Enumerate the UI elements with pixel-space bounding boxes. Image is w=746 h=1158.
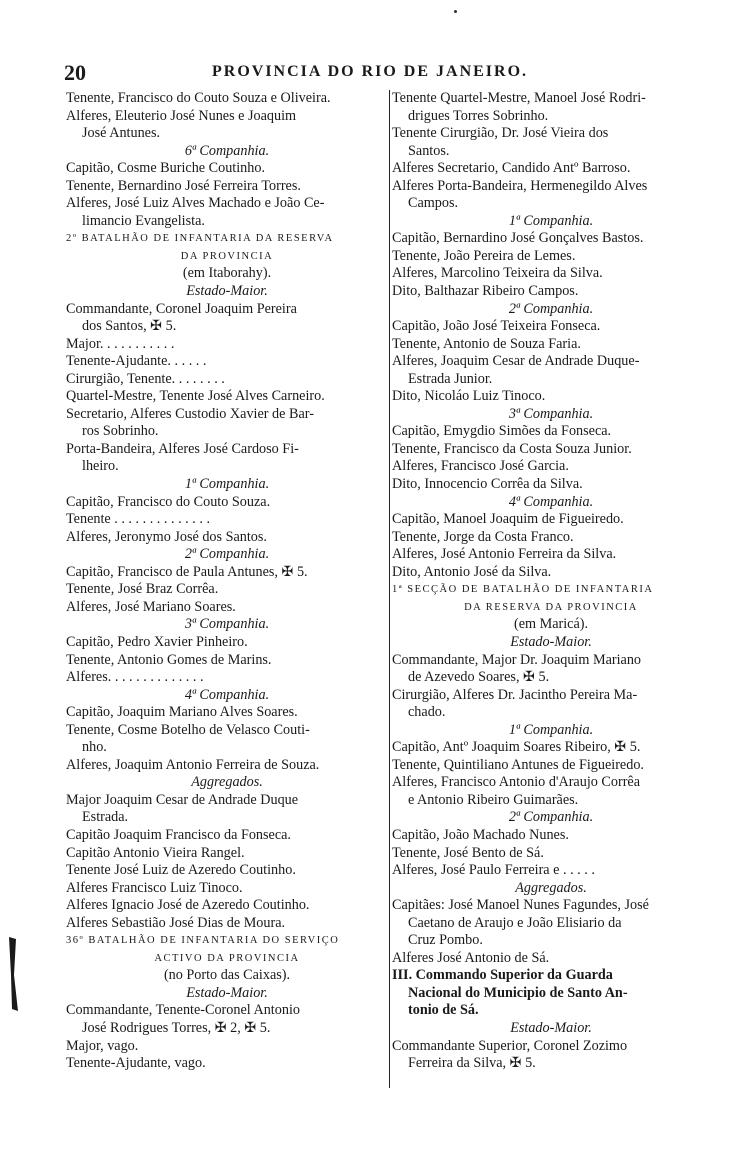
text-line: Capitão, Cosme Buriche Coutinho. — [66, 160, 265, 177]
text-line: Tenente . . . . . . . . . . . . . . — [66, 511, 211, 528]
right-column — [392, 90, 710, 1073]
text-line: (em Itaborahy). — [182, 265, 272, 282]
text-line: 2ª Companhia. — [184, 546, 270, 563]
text-line: Alferes Ignacio José de Azeredo Coutinho. — [66, 897, 310, 914]
page-number: 20 — [64, 60, 86, 85]
text-line: Dito, Antonio José da Silva. — [392, 563, 552, 580]
text-line: Quartel-Mestre, Tenente José Alves Carneiro. — [66, 388, 325, 405]
text-line: Tenente, Bernardino José Ferreira Torres. — [66, 177, 301, 194]
text-line: Capitão, Manoel Joaquim de Figueiredo. — [392, 511, 624, 528]
text-line: de Azevedo Soares, ✠ 5. — [408, 669, 550, 686]
text-line: 1ª Companhia. — [508, 212, 594, 229]
text-line: 1ª Companhia. — [184, 476, 270, 493]
text-line: 36º BATALHÃO DE INFANTARIA DO SERVIÇO — [66, 935, 340, 947]
margin-bracket-mark — [6, 935, 22, 1013]
text-line: Dito, Innocencio Corrêa da Silva. — [392, 476, 583, 493]
text-line: Santos. — [408, 142, 450, 159]
text-line: Capitão, Emygdio Simões da Fonseca. — [392, 423, 612, 440]
text-line: Tenente, João Pereira de Lemes. — [392, 247, 576, 264]
text-line: Capitão, Pedro Xavier Pinheiro. — [66, 633, 248, 650]
text-line: Tenente, Antonio Gomes de Marins. — [66, 651, 272, 668]
text-line: Capitão, Joaquim Mariano Alves Soares. — [66, 704, 298, 721]
text-line: Estado-Maior. — [186, 283, 268, 300]
text-line: Cruz Pombo. — [408, 932, 483, 949]
column-divider — [389, 90, 390, 1088]
text-line: Alferes, José Paulo Ferreira e . . . . . — [392, 862, 595, 879]
text-line: Alferes, Francisco Antonio d'Araujo Corrêa — [392, 774, 641, 791]
text-line: Alferes, Marcolino Teixeira da Silva. — [392, 265, 603, 282]
text-line: Alferes, José Luiz Alves Machado e João Ce- — [66, 195, 325, 212]
text-line: Capitão, João José Teixeira Fonseca. — [392, 318, 601, 335]
text-line: Aggregados. — [191, 774, 263, 791]
text-line: Ferreira da Silva, ✠ 5. — [408, 1055, 536, 1072]
text-line: Secretario, Alferes Custodio Xavier de Bar- — [66, 405, 314, 422]
text-line: Tenente, José Bento de Sá. — [392, 844, 544, 861]
text-line: chado. — [408, 704, 446, 721]
text-line: Tenente, Quintiliano Antunes de Figueiredo. — [392, 756, 644, 773]
text-line: 2º BATALHÃO DE INFANTARIA DA RESERVA — [66, 233, 334, 245]
text-line: Alferes, Francisco José Garcia. — [392, 458, 569, 475]
text-line: Tenente-Ajudante, vago. — [66, 1055, 206, 1072]
text-line: III. Commando Superior da Guarda — [392, 967, 613, 984]
text-line: 4ª Companhia. — [508, 493, 594, 510]
text-line: Commandante, Coronel Joaquim Pereira — [66, 300, 297, 317]
text-line: ACTIVO DA PROVINCIA — [154, 952, 300, 964]
text-line: José Rodrigues Torres, ✠ 2, ✠ 5. — [82, 1019, 271, 1036]
text-line: Alferes Sebastião José Dias de Moura. — [66, 914, 286, 931]
text-line: Alferes, José Antonio Ferreira da Silva. — [392, 546, 617, 563]
text-line: Estrada Junior. — [408, 370, 493, 387]
text-line: José Antunes. — [82, 125, 161, 142]
text-line: lheiro. — [82, 458, 119, 475]
text-line: Capitão, Francisco de Paula Antunes, ✠ 5. — [66, 563, 308, 580]
text-line: Alferes. . . . . . . . . . . . . . — [66, 669, 204, 686]
text-line: Dito, Nicoláo Luiz Tinoco. — [392, 388, 546, 405]
text-line: Tenente, Francisco do Couto Souza e Oliveira. — [66, 90, 331, 106]
text-line: Tenente, Cosme Botelho de Velasco Couti- — [66, 721, 310, 738]
text-line: DA RESERVA DA PROVINCIA — [464, 601, 638, 613]
text-line: e Antonio Ribeiro Guimarães. — [408, 791, 579, 808]
text-line: nho. — [82, 739, 107, 756]
text-line: Nacional do Municipio de Santo An- — [408, 984, 628, 1001]
text-line: Capitão Joaquim Francisco da Fonseca. — [66, 826, 291, 843]
text-line: 3ª Companhia. — [184, 616, 270, 633]
text-line: Alferes, Jeronymo José dos Santos. — [66, 528, 267, 545]
text-line: 6ª Companhia. — [184, 142, 270, 159]
text-line: Tenente-Ajudante. . . . . . — [66, 353, 207, 370]
text-line: Commandante Superior, Coronel Zozimo — [392, 1037, 628, 1054]
text-line: Tenente Cirurgião, Dr. José Vieira dos — [392, 125, 609, 142]
ink-speck — [454, 10, 457, 13]
text-line: limancio Evangelista. — [82, 212, 205, 229]
text-line: Porta-Bandeira, Alferes José Cardoso Fi- — [66, 440, 299, 457]
text-line: Major Joaquim Cesar de Andrade Duque — [66, 791, 299, 808]
text-line: Alferes, Joaquim Antonio Ferreira de Souza. — [66, 756, 320, 773]
text-line: (no Porto das Caixas). — [163, 967, 291, 984]
text-line: Tenente Quartel-Mestre, Manoel José Rodri- — [392, 90, 646, 106]
text-line: Caetano de Araujo e João Elisiario da — [408, 914, 622, 931]
text-line: 1ª SECÇÃO DE BATALHÃO DE INFANTARIA — [392, 584, 654, 596]
text-line: Alferes, Joaquim Cesar de Andrade Duque- — [392, 353, 640, 370]
text-line: Estado-Maior. — [186, 984, 268, 1001]
text-line: Capitães: José Manoel Nunes Fagundes, José — [392, 897, 649, 914]
text-line: Estado-Maior. — [510, 1019, 592, 1036]
text-line: 2ª Companhia. — [508, 300, 594, 317]
text-line: Dito, Balthazar Ribeiro Campos. — [392, 283, 579, 300]
text-line: Cirurgião, Alferes Dr. Jacintho Pereira Ma- — [392, 686, 638, 703]
running-title: PROVINCIA DO RIO DE JANEIRO. — [212, 63, 529, 80]
text-line: dos Santos, ✠ 5. — [82, 318, 177, 335]
text-line: 1ª Companhia. — [508, 721, 594, 738]
text-line: Alferes, Eleuterio José Nunes e Joaquim — [66, 107, 297, 124]
text-line: Capitão, Francisco do Couto Souza. — [66, 493, 271, 510]
text-line: Commandante, Tenente-Coronel Antonio — [66, 1002, 300, 1019]
text-line: Major. . . . . . . . . . . — [66, 335, 175, 352]
text-line: Estrada. — [82, 809, 129, 826]
text-line: Estado-Maior. — [510, 633, 592, 650]
text-line: Commandante, Major Dr. Joaquim Mariano — [392, 651, 642, 668]
text-line: Alferes José Antonio de Sá. — [392, 949, 550, 966]
text-line: Cirurgião, Tenente. . . . . . . . — [66, 370, 225, 387]
text-line: Aggregados. — [515, 879, 587, 896]
text-line: tonio de Sá. — [408, 1002, 479, 1019]
text-line: Campos. — [408, 195, 459, 212]
text-line: Capitão, Antº Joaquim Soares Ribeiro, ✠ 5. — [392, 739, 641, 756]
text-line: drigues Torres Sobrinho. — [408, 107, 549, 124]
text-line: (em Maricá). — [513, 616, 589, 633]
text-line: ros Sobrinho. — [82, 423, 159, 440]
text-line: Alferes Secretario, Candido Antº Barroso. — [392, 160, 631, 177]
left-column — [66, 90, 388, 1073]
text-line: Tenente, Francisco da Costa Souza Junior. — [392, 440, 632, 457]
text-line: Alferes Porta-Bandeira, Hermenegildo Alves — [392, 177, 648, 194]
text-line: Capitão, Bernardino José Gonçalves Bastos. — [392, 230, 644, 247]
text-line: Tenente, José Braz Corrêa. — [66, 581, 219, 598]
text-line: 2ª Companhia. — [508, 809, 594, 826]
text-line: 3ª Companhia. — [508, 405, 594, 422]
text-line: Alferes Francisco Luiz Tinoco. — [66, 879, 243, 896]
text-line: 4ª Companhia. — [184, 686, 270, 703]
text-line: Tenente, Jorge da Costa Franco. — [392, 528, 574, 545]
text-line: DA PROVINCIA — [180, 250, 274, 262]
text-line: Tenente José Luiz de Azeredo Coutinho. — [66, 862, 296, 879]
page-header — [64, 60, 714, 86]
text-line: Alferes, José Mariano Soares. — [66, 598, 236, 615]
text-line: Tenente, Antonio de Souza Faria. — [392, 335, 581, 352]
text-line: Major, vago. — [66, 1037, 139, 1054]
text-line: Capitão Antonio Vieira Rangel. — [66, 844, 245, 861]
text-line: Capitão, João Machado Nunes. — [392, 826, 569, 843]
